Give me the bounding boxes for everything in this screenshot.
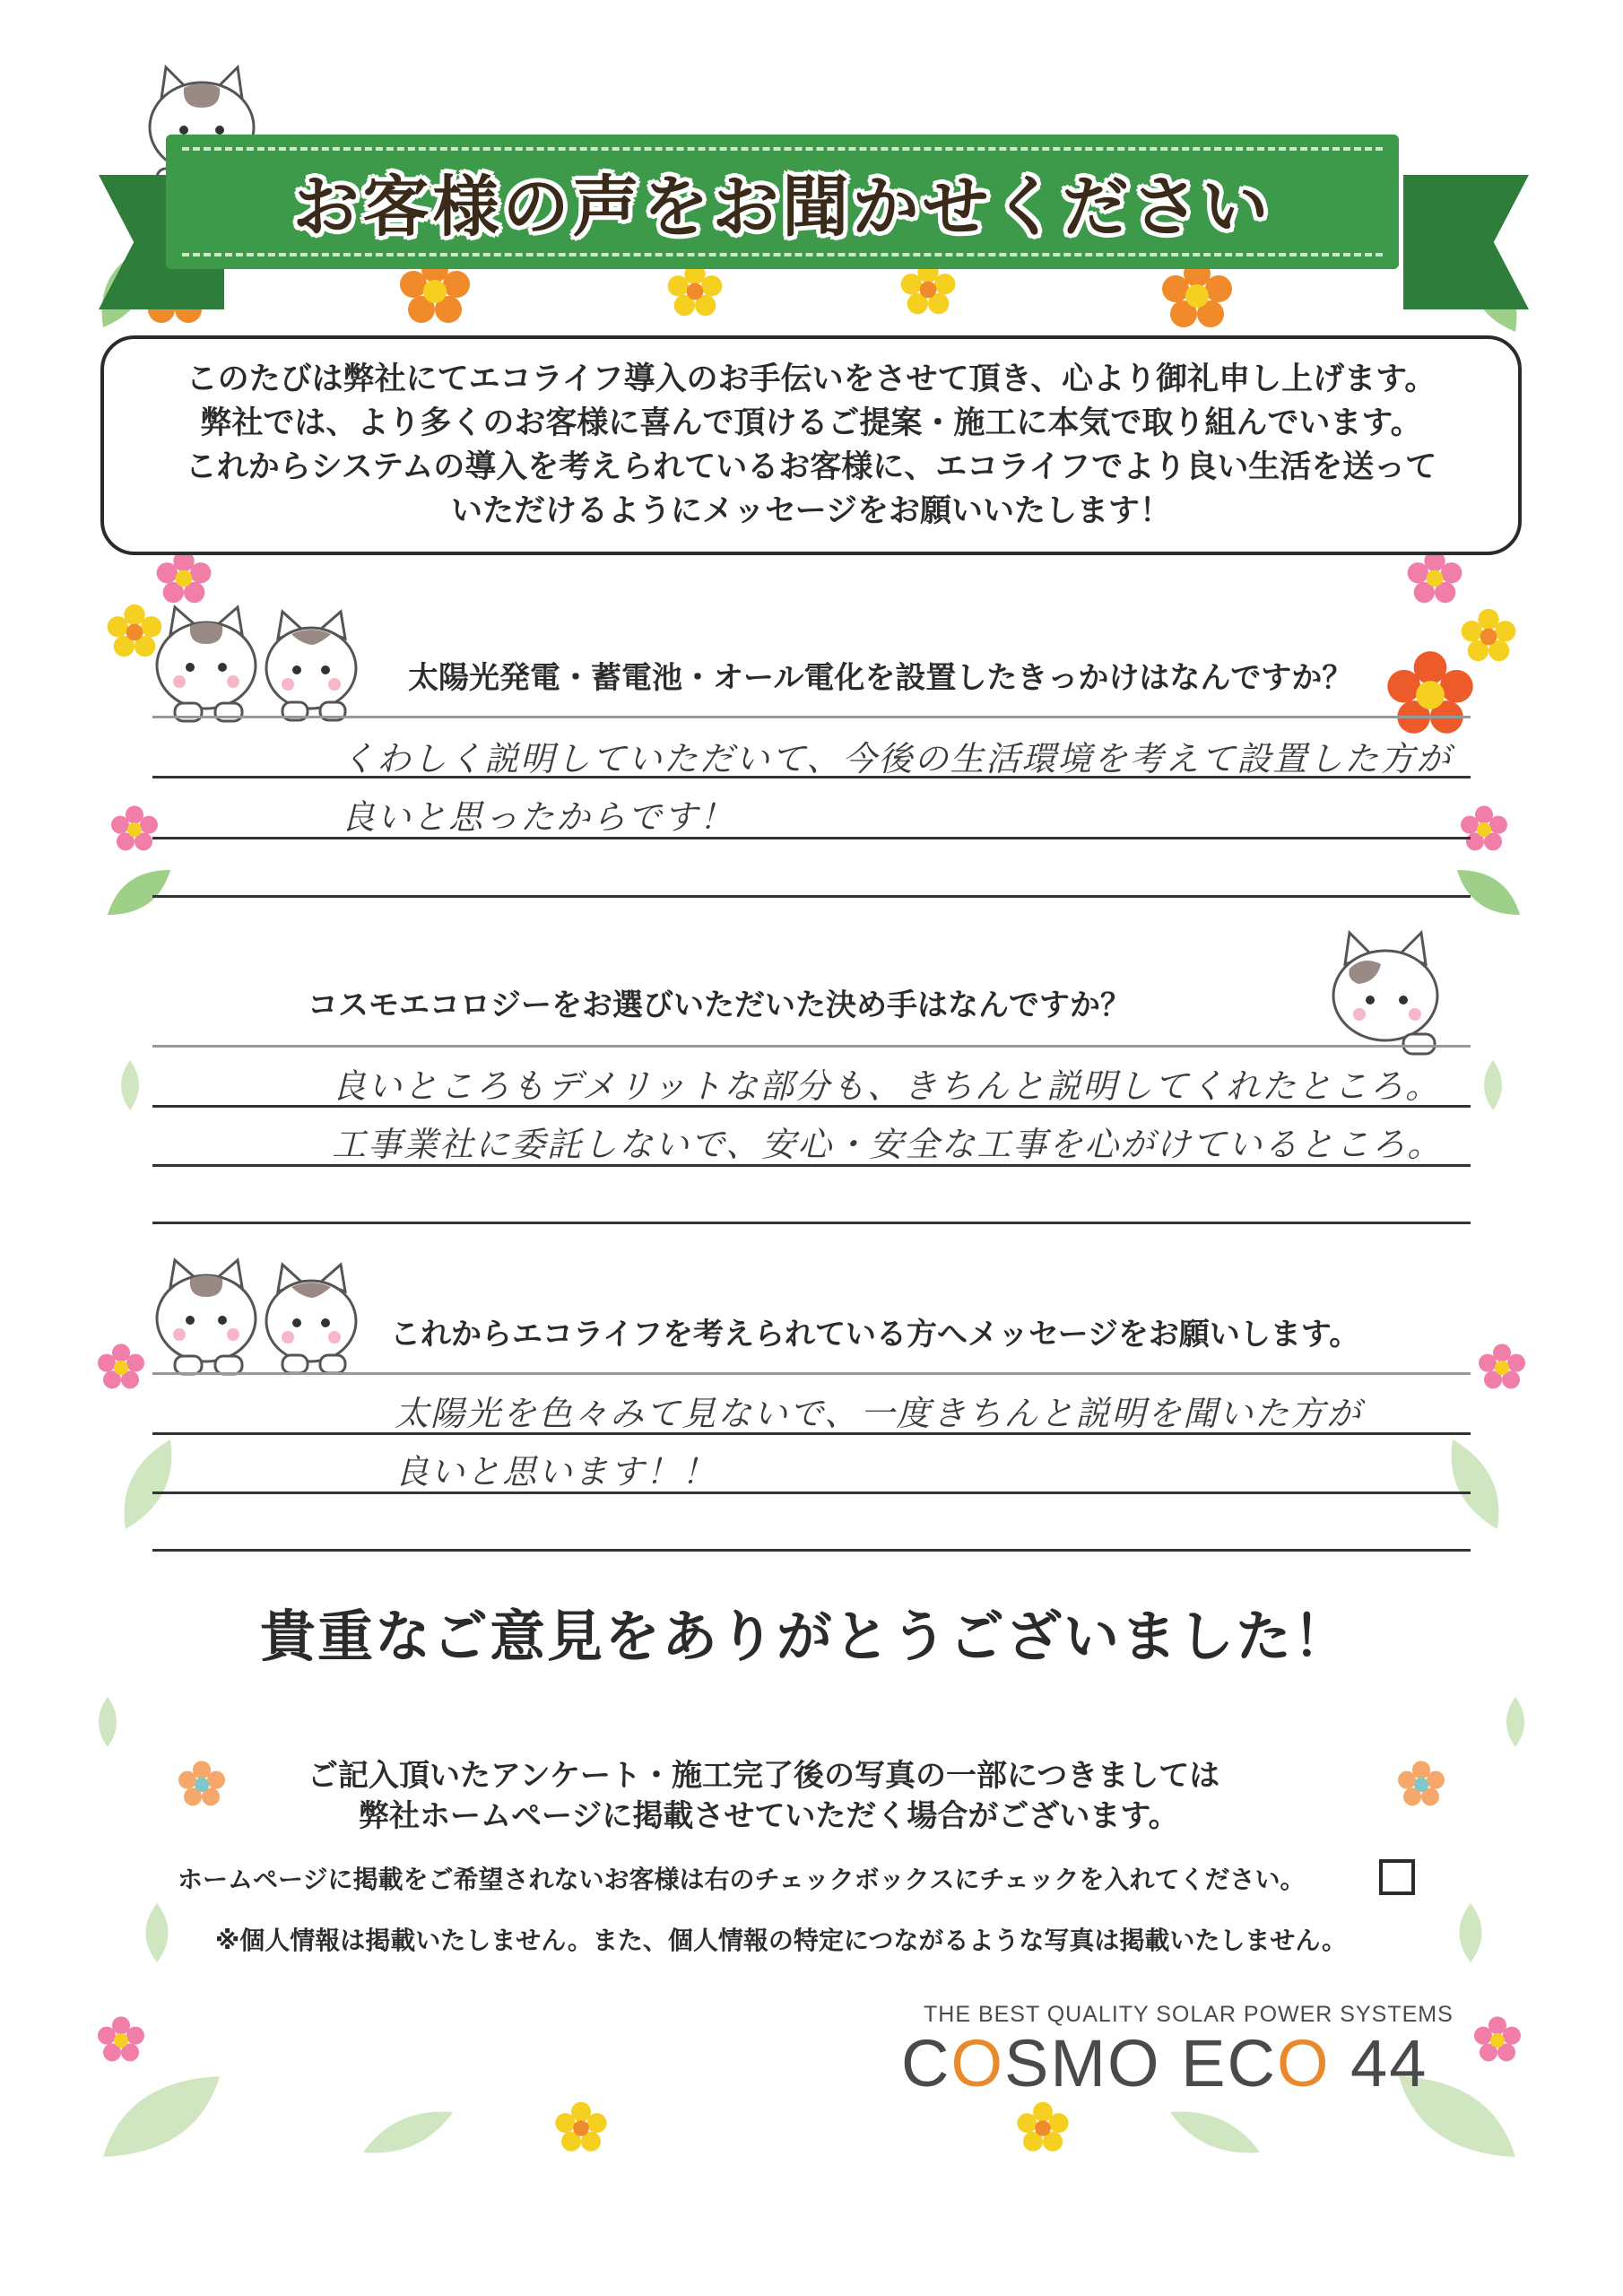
flower-decoration: [551, 2099, 611, 2158]
notice-line: 弊社ホームページに掲載させていただく場合がございます。: [359, 1798, 1179, 1834]
intro-line: このたびは弊社にてエコライフ導入のお手伝いをさせて頂き、心より御礼申し上げます。: [186, 361, 1436, 397]
flower-decoration: [108, 803, 161, 857]
question-1-label: 太陽光発電・蓄電池・オール電化を設置したきっかけはなんですか？: [408, 660, 1353, 696]
logo-text: C: [901, 2026, 951, 2100]
question-3-underline: [152, 1372, 1471, 1375]
flower-decoration: [103, 601, 166, 664]
flower-decoration: [1475, 1341, 1529, 1395]
answer-rule: [152, 1164, 1471, 1167]
leaf-decoration: [359, 2103, 457, 2157]
leaf-decoration: [1444, 1435, 1506, 1534]
leaf-decoration: [1448, 1901, 1493, 1964]
leaf-decoration: [112, 1058, 148, 1112]
leaf-decoration: [1475, 1058, 1511, 1112]
flower-decoration: [152, 547, 215, 610]
flower-decoration: [1394, 1758, 1448, 1812]
checkbox-label: ホームページに掲載をご希望されないお客様は右のチェックボックスにチェックを入れてください。: [178, 1865, 1306, 1894]
thanks-heading: 貴重なご意見をありがとうございました！: [260, 1604, 1351, 1669]
cats-illustration-q1: [152, 603, 368, 728]
intro-line: これからシステムの導入を考えられているお客様に、エコライフでより良い生活を送って: [185, 448, 1437, 485]
cat-illustration-q2: [1327, 928, 1444, 1058]
question-3-answer-line: 太陽光を色々みて見ないで、一度きちんと説明を聞いた方が: [395, 1394, 1363, 1433]
question-2-answer-line: 良いところもデメリットな部分も、きちんと説明してくれたところ。: [332, 1066, 1441, 1106]
leaf-decoration: [1497, 1695, 1533, 1749]
intro-line: 弊社では、より多くのお客様に喜んで頂けるご提案・施工に本気で取り組んでいます。: [200, 404, 1422, 441]
logo-text: O: [950, 2026, 1005, 2100]
leaf-decoration: [103, 865, 175, 919]
privacy-note: ※個人情報は掲載いたしません。また、個人情報の特定につながるような写真は掲載いたしません。: [215, 1926, 1348, 1955]
question-3-answer-line: 良いと思います！！: [395, 1452, 718, 1492]
question-2-label: コスモエコロジーをお選びいただいた決め手はなんですか？: [308, 987, 1131, 1023]
question-1-underline: [152, 716, 1471, 718]
answer-rule: [152, 837, 1471, 839]
leaf-decoration: [1166, 2103, 1264, 2157]
answer-rule: [152, 1432, 1471, 1435]
question-3-label: これからエコライフを考えられている方へメッセージをお願いします。: [390, 1317, 1360, 1352]
company-logo: [901, 2025, 1428, 2101]
answer-rule: [152, 895, 1471, 898]
page-title: お客様の声をお聞かせください: [292, 169, 1272, 246]
answer-rule: [152, 1222, 1471, 1224]
logo-tagline: THE BEST QUALITY SOLAR POWER SYSTEMS: [924, 2002, 1454, 2027]
question-1-answer-line: くわしく説明していただいて、今後の生活環境を考えて設置した方が: [341, 739, 1453, 778]
leaf-decoration: [1453, 865, 1524, 919]
logo-text: SMO EC: [1004, 2026, 1277, 2100]
cats-illustration-q3: [152, 1256, 368, 1381]
logo-text: O: [1276, 2026, 1331, 2100]
notice-line: ご記入頂いたアンケート・施工完了後の写真の一部につきましては: [308, 1758, 1220, 1794]
intro-line: いただけるようにメッセージをお願いいたします！: [451, 492, 1171, 529]
title-banner: [166, 135, 1399, 269]
leaf-decoration: [135, 1901, 179, 1964]
question-2-underline: [152, 1045, 1471, 1048]
flower-decoration: [1457, 803, 1511, 857]
flower-decoration: [1013, 2099, 1072, 2158]
logo-text: 44: [1330, 2026, 1428, 2100]
flower-decoration: [1457, 605, 1520, 668]
leaf-decoration: [117, 1435, 179, 1534]
leaf-decoration: [90, 1695, 126, 1749]
answer-rule: [152, 1105, 1471, 1108]
flower-decoration: [1471, 2013, 1524, 2067]
flower-decoration: [1403, 547, 1466, 610]
answer-rule: [152, 776, 1471, 778]
intro-message-box: [100, 335, 1522, 555]
question-1-answer-line: 良いと思ったからです！: [341, 797, 735, 837]
banner-ribbon-tail-right: [1403, 175, 1529, 309]
flower-decoration: [175, 1758, 229, 1812]
flower-decoration: [94, 1341, 148, 1395]
answer-rule: [152, 1492, 1471, 1494]
answer-rule: [152, 1549, 1471, 1552]
leaf-decoration: [99, 2072, 224, 2161]
flower-decoration: [94, 2013, 148, 2067]
question-2-answer-line: 工事業社に委託しないで、安心・安全な工事を心がけているところ。: [332, 1125, 1444, 1164]
no-publish-checkbox[interactable]: [1379, 1859, 1415, 1895]
flower-decoration: [664, 260, 726, 323]
